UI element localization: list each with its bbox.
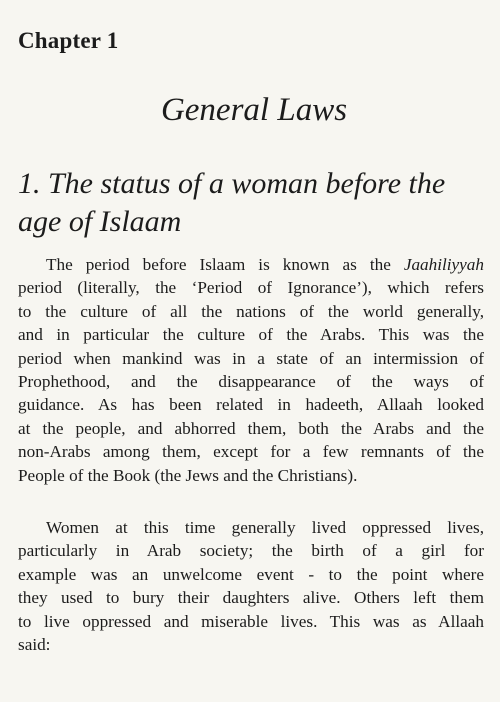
paragraph-line: non-Arabs among them, except for a few remnants of the	[18, 442, 484, 462]
paragraph-line: guidance. As has been related in hadeeth, Allaah looked	[18, 395, 484, 415]
chapter-title: General Laws	[160, 92, 348, 128]
paragraph-jaahiliyyah	[18, 253, 484, 487]
paragraph-line: and in particular the culture of the Arabs. This was the	[18, 325, 484, 345]
paragraph-line: period when mankind was in a state of an intermission of	[18, 348, 484, 368]
chapter-label: Chapter 1	[18, 28, 119, 53]
paragraph-line: Prophethood, and the disappearance of the ways of	[18, 372, 484, 392]
paragraph-line: example was an unwelcome event - to the point where	[18, 564, 484, 584]
paragraph-line: The period before Islaam is known as the Jaahiliyyah	[46, 255, 484, 274]
paragraph-women-oppressed	[18, 516, 484, 656]
paragraph-line: to live oppressed and miserable lives. This was as Allaah	[18, 611, 484, 631]
paragraph-line: Women at this time generally lived oppressed lives,	[46, 518, 484, 537]
paragraph-line: particularly in Arab society; the birth of a girl for	[18, 541, 484, 561]
section-title-line-2: age of Islaam	[18, 205, 182, 238]
paragraph-line: period (literally, the ‘Period of Ignorance’), which refers	[18, 278, 484, 298]
section-title	[18, 165, 488, 241]
paragraph-line: to the culture of all the nations of the world generally,	[18, 301, 484, 321]
emphasis-term: Jaahiliyyah	[403, 255, 484, 274]
section-title-line-1: 1. The status of a woman before the	[18, 167, 446, 200]
paragraph-line: they used to bury their daughters alive. Others left them	[18, 588, 484, 608]
paragraph-line: said:	[18, 635, 51, 655]
paragraph-line: at the people, and abhorred them, both the Arabs and the	[18, 418, 484, 438]
paragraph-line: People of the Book (the Jews and the Christians).	[18, 465, 358, 485]
